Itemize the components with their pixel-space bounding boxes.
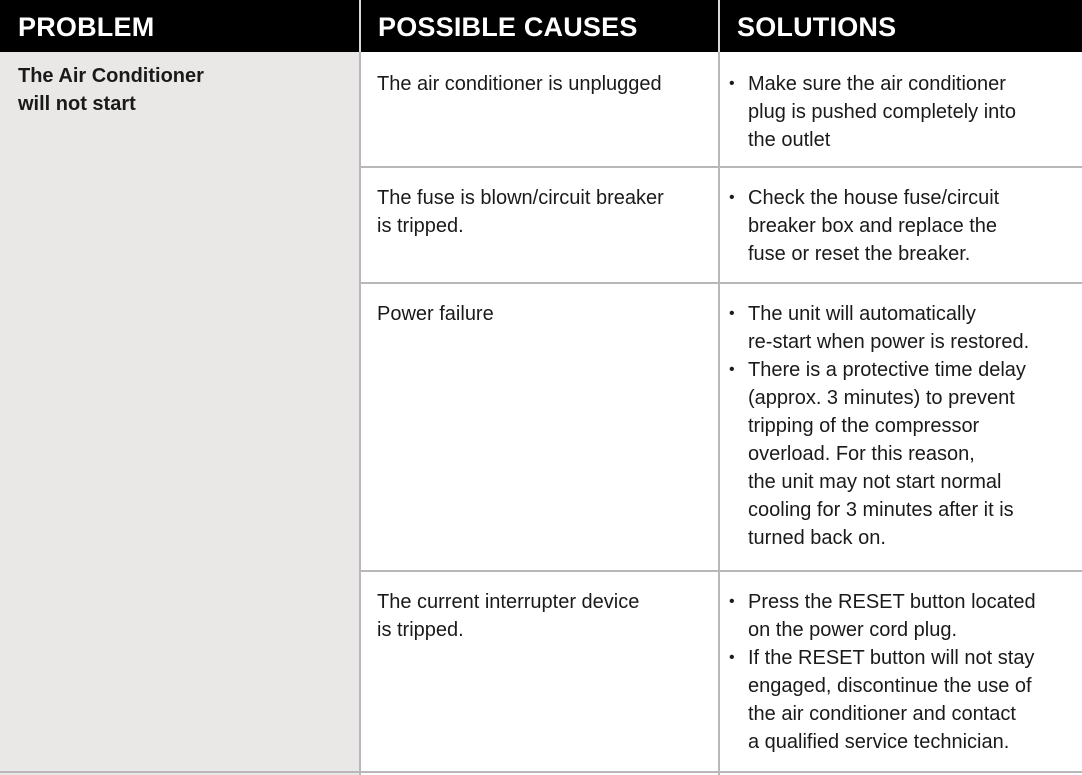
cause-cell: The air conditioner is unplugged <box>377 73 662 95</box>
table-bottom-border <box>0 771 1082 773</box>
solution-text: Make sure the air conditioner plug is pushed completely into the outlet <box>748 73 1016 151</box>
solution-text: There is a protective time delay (approx. 3 minutes) to prevent tripping of the compressor overload. For this reason, the unit may not start normal cooling for 3 minutes after it is turned back on. <box>748 359 1026 549</box>
row-divider <box>360 166 1082 168</box>
header-solutions: SOLUTIONS <box>737 12 897 42</box>
row-divider <box>360 570 1082 572</box>
bullet-icon: • <box>729 593 735 610</box>
solution-cell <box>721 70 1082 154</box>
header-possible-causes: POSSIBLE CAUSES <box>378 12 638 42</box>
bullet-icon: • <box>729 305 735 322</box>
cause-cell: The fuse is blown/circuit breaker is tripped. <box>377 187 664 237</box>
solution-cell <box>721 184 1082 268</box>
list-item <box>729 184 1082 268</box>
solution-cell <box>721 300 1082 552</box>
list-item <box>729 644 1082 756</box>
list-item <box>729 70 1082 154</box>
header-divider <box>718 0 720 52</box>
list-item <box>729 356 1082 552</box>
solution-text: Press the RESET button located on the power cord plug. <box>748 591 1036 641</box>
solution-text: If the RESET button will not stay engaged, discontinue the use of the air conditioner and contact a qualified service technician. <box>748 647 1035 753</box>
bullet-icon: • <box>729 189 735 206</box>
problem-cell: The Air Conditioner will not start <box>0 52 359 775</box>
table-header-row <box>0 0 1082 52</box>
list-item <box>729 300 1082 356</box>
solution-cell <box>721 588 1082 756</box>
bullet-icon: • <box>729 75 735 92</box>
solution-text: Check the house fuse/circuit breaker box and replace the fuse or reset the breaker. <box>748 187 1000 265</box>
cause-cell: Power failure <box>377 303 494 325</box>
column-divider <box>718 52 720 775</box>
header-divider <box>359 0 361 52</box>
bullet-icon: • <box>729 361 735 378</box>
header-problem: PROBLEM <box>18 12 155 42</box>
row-divider <box>360 282 1082 284</box>
column-divider <box>359 52 361 775</box>
solution-text: The unit will automatically re-start when power is restored. <box>748 303 1030 353</box>
cause-cell: The current interrupter device is tripped. <box>377 591 640 641</box>
bullet-icon: • <box>729 649 735 666</box>
list-item <box>729 588 1082 644</box>
